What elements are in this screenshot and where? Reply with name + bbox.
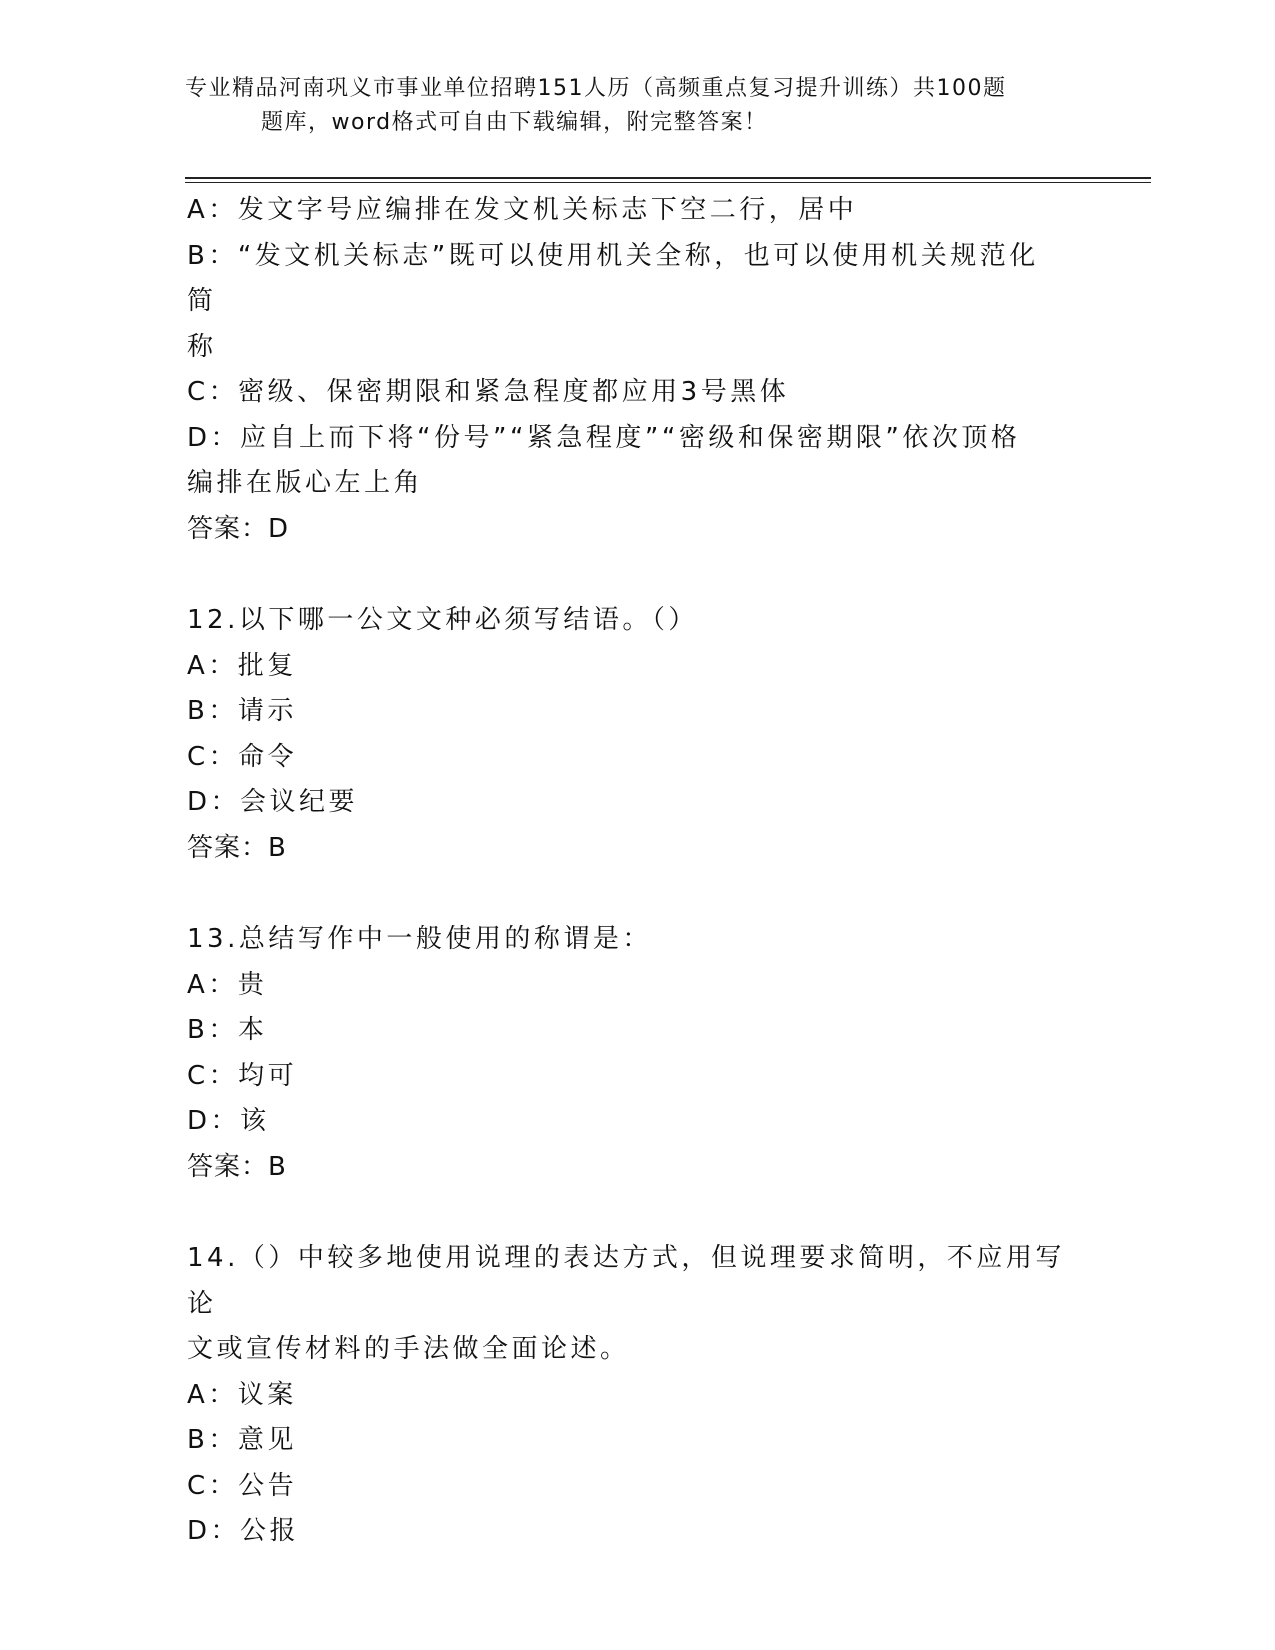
header-title-line-2: 题库，word格式可自由下载编辑，附完整答案！	[261, 110, 768, 135]
q14-stem-line-1: 14.（）中较多地使用说理的表达方式，但说理要求简明，不应用写论	[187, 1243, 1065, 1319]
q13-stem: 13.总结写作中一般使用的称谓是：	[187, 924, 652, 954]
q11-option-b-line-1: B：“发文机关标志”既可以使用机关全称，也可以使用机关规范化简	[187, 240, 1039, 316]
q11-option-c: C：密级、保密期限和紧急程度都应用3号黑体	[187, 377, 790, 407]
spacer	[187, 1190, 1067, 1236]
question-13	[187, 917, 1067, 1190]
q12-option-b: B：请示	[187, 696, 297, 726]
header-title-line-1: 专业精品河南巩义市事业单位招聘151人历（高频重点复习提升训练）共100题	[185, 76, 1007, 101]
q13-option-b: B：本	[187, 1015, 268, 1045]
q13-answer: 答案：B	[187, 1151, 287, 1182]
q11-option-b-line-2: 称	[187, 331, 217, 362]
spacer	[187, 552, 1067, 598]
q11-option-d-line-2: 编排在版心左上角	[187, 468, 424, 498]
q12-answer: 答案：B	[187, 832, 287, 863]
header-divider-thin	[185, 182, 1151, 183]
q14-option-c: C：公告	[187, 1470, 298, 1501]
question-14	[187, 1236, 1067, 1555]
q13-option-c: C：均可	[187, 1060, 298, 1091]
q14-option-a: A：议案	[187, 1379, 297, 1410]
question-11-options	[187, 188, 1067, 552]
q12-option-a: A：批复	[187, 650, 297, 681]
q14-option-d: D：公报	[187, 1516, 300, 1546]
q11-option-a: A：发文字号应编排在发文机关标志下空二行，居中	[187, 195, 858, 225]
q11-answer: 答案：D	[187, 513, 290, 544]
document-body	[187, 188, 1067, 1555]
q12-option-d: D：会议纪要	[187, 787, 359, 817]
q14-stem-line-2: 文或宣传材料的手法做全面论述。	[187, 1334, 630, 1364]
q12-stem: 12.以下哪一公文文种必须写结语。（）	[187, 605, 698, 635]
q13-option-d: D：该	[187, 1106, 270, 1136]
q14-option-b: B：意见	[187, 1425, 297, 1455]
q11-option-d-line-1: D：应自上而下将“份号”“紧急程度”“密级和保密期限”依次顶格	[187, 422, 1021, 453]
question-12	[187, 598, 1067, 871]
q13-option-a: A：贵	[187, 969, 268, 1000]
spacer	[187, 871, 1067, 917]
document-header	[185, 72, 1065, 140]
q12-option-c: C：命令	[187, 741, 298, 772]
header-divider-thick	[185, 177, 1151, 179]
